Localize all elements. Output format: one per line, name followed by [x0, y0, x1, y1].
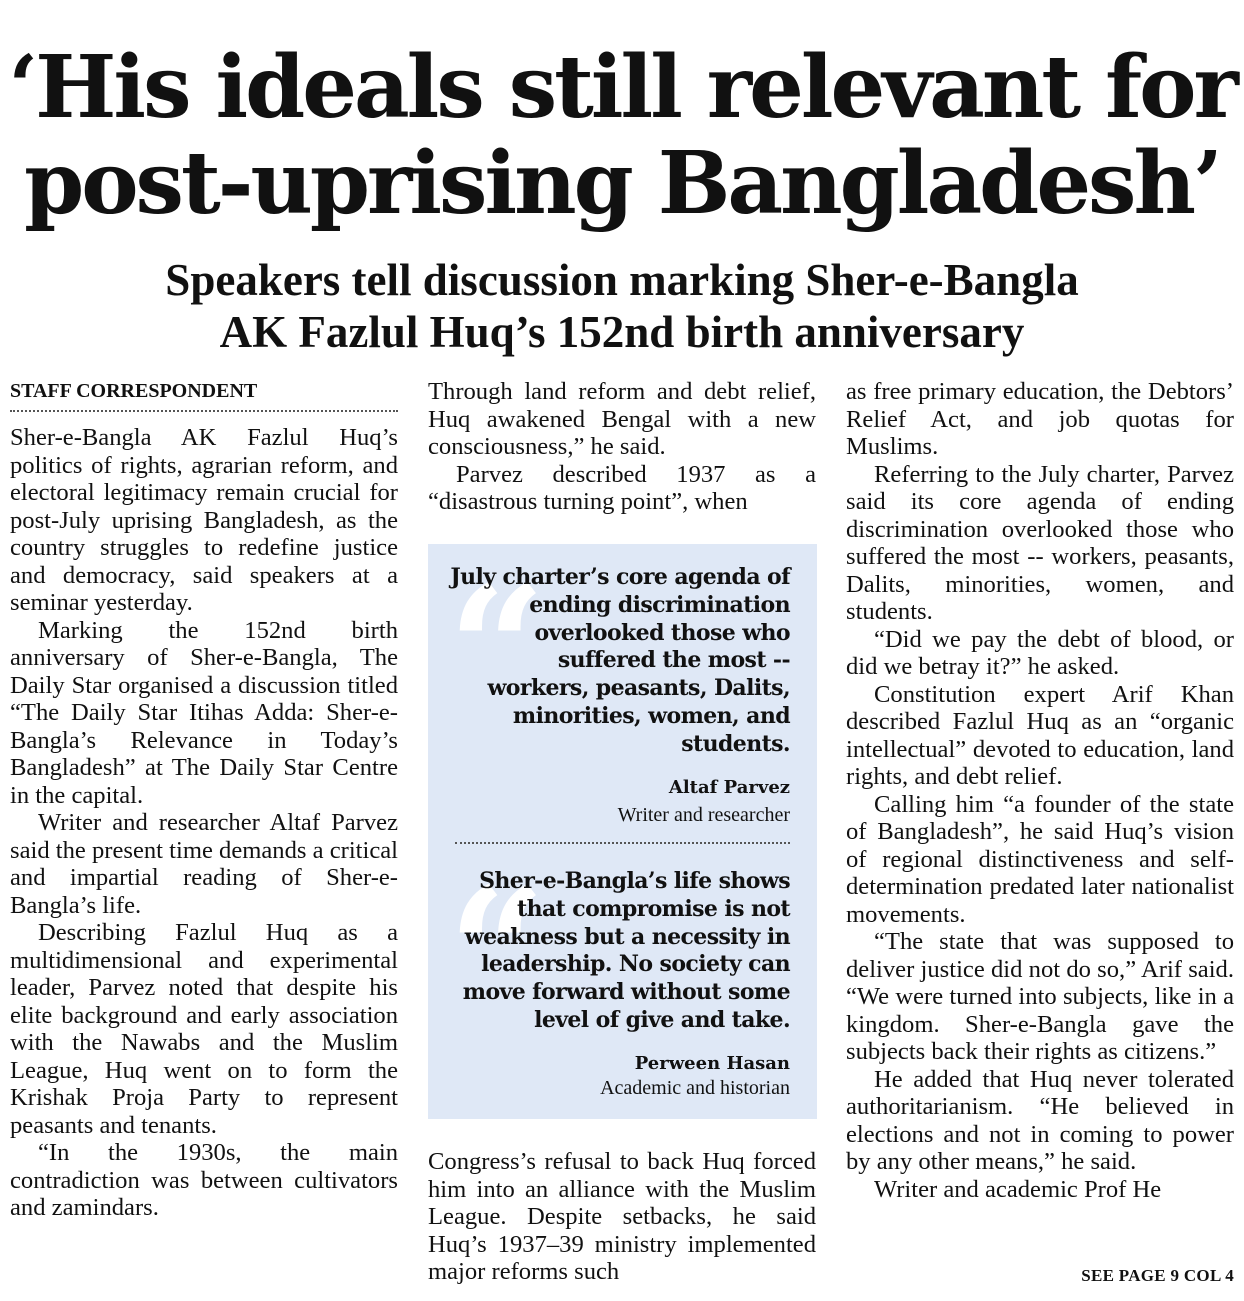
paragraph: Congress’s refusal to back Huq forced him into an alliance with the Muslim League. Despite setbacks, he said Huq’s 1937–39 ministry implemented major reforms such [428, 1148, 816, 1285]
paragraph: Sher-e-Bangla AK Fazlul Huq’s politics of rights, agrarian reform, and electoral legitimacy remain crucial for post-July uprising Bangladesh, as the country struggles to redefine justice and democracy, said speakers at a seminar yesterday. [10, 424, 398, 616]
quote-attribution-name: Perween Hasan [634, 1053, 790, 1074]
quote-mark-icon: “ [448, 549, 546, 749]
quote-mark-icon: “ [448, 851, 546, 1051]
paragraph: as free primary education, the Debtors’ Relief Act, and job quotas for Muslims. [846, 378, 1234, 460]
continuation-reference: SEE PAGE 9 COL 4 [1081, 1266, 1234, 1285]
quote-divider [455, 842, 790, 844]
headline [0, 37, 1244, 234]
paragraph: Parvez described 1937 as a “disastrous turning point”, when [428, 460, 816, 515]
quote-attribution-role: Writer and researcher [617, 804, 790, 826]
quote-attribution-name: Altaf Parvez [668, 777, 790, 798]
paragraph: He added that Huq never tolerated authoritarianism. “He believed in elections and not in coming to power by any other means,” he said. [846, 1065, 1234, 1175]
article-column-3 [846, 378, 1234, 1203]
quote-attribution-role: Academic and historian [600, 1077, 790, 1099]
paragraph: Describing Fazlul Huq as a multidimensional and experimental leader, Parvez noted that despite his elite background and early association with the Nawabs and the Muslim League, Huq went on to form the Krishak Proja Party to represent peasants and tenants. [10, 919, 398, 1139]
pull-quote-text: July charter’s core agenda of ending discrimination overlooked those who suffered the most -- workers, peasants, Dalits, minorities, women, and students. [450, 564, 790, 757]
pull-quote-text: Sher-e-Bangla’s life shows that compromise is not weakness but a necessity in leadership. No society can move forward without some level of give and take. [462, 868, 790, 1033]
subheadline [0, 254, 1244, 358]
paragraph: Through land reform and debt relief, Huq awakened Bengal with a new consciousness,” he said. [428, 378, 816, 460]
article-column-2-continued [428, 1148, 816, 1286]
paragraph: “The state that was supposed to deliver justice did not do so,” Arif said. “We were turned into subjects, like in a kingdom. Sher-e-Bangla gave the subjects back their rights as citizens.” [846, 928, 1234, 1065]
paragraph: “Did we pay the debt of blood, or did we betray it?” he asked. [846, 625, 1234, 680]
paragraph: Writer and researcher Altaf Parvez said the present time demands a critical and impartial reading of Sher-e-Bangla’s life. [10, 809, 398, 919]
paragraph: Marking the 152nd birth anniversary of Sher-e-Bangla, The Daily Star organised a discussion titled “The Daily Star Itihas Adda: Sher-e-Bangla’s Relevance in Today’s Bangladesh” at The Daily Star Centre in the capital. [10, 616, 398, 809]
article-column-1 [10, 378, 398, 1222]
subheadline-line-1: Speakers tell discussion marking Sher-e-Bangla [165, 255, 1079, 305]
headline-line-1: ‘His ideals still relevant for [8, 37, 1236, 138]
paragraph: Referring to the July charter, Parvez said its core agenda of ending discrimination overlooked those who suffered the most -- workers, peasants, Dalits, minorities, women, and students. [846, 460, 1234, 625]
paragraph: Calling him “a founder of the state of Bangladesh”, he said Huq’s vision of regional distinctiveness and self-determination predated later nationalist movements. [846, 790, 1234, 928]
headline-line-2: post-uprising Bangladesh’ [24, 133, 1220, 234]
paragraph: “In the 1930s, the main contradiction was between cultivators and zamindars. [10, 1139, 398, 1221]
article-column-2 [428, 378, 816, 516]
paragraph: Writer and academic Prof He [874, 1175, 1162, 1203]
subheadline-line-2: AK Fazlul Huq’s 152nd birth anniversary [219, 307, 1025, 357]
pull-quote-box [428, 544, 817, 1119]
byline: STAFF CORRESPONDENT [10, 378, 398, 412]
paragraph: Constitution expert Arif Khan described Fazlul Huq as an “organic intellectual” devoted to education, land rights, and debt relief. [846, 680, 1234, 790]
